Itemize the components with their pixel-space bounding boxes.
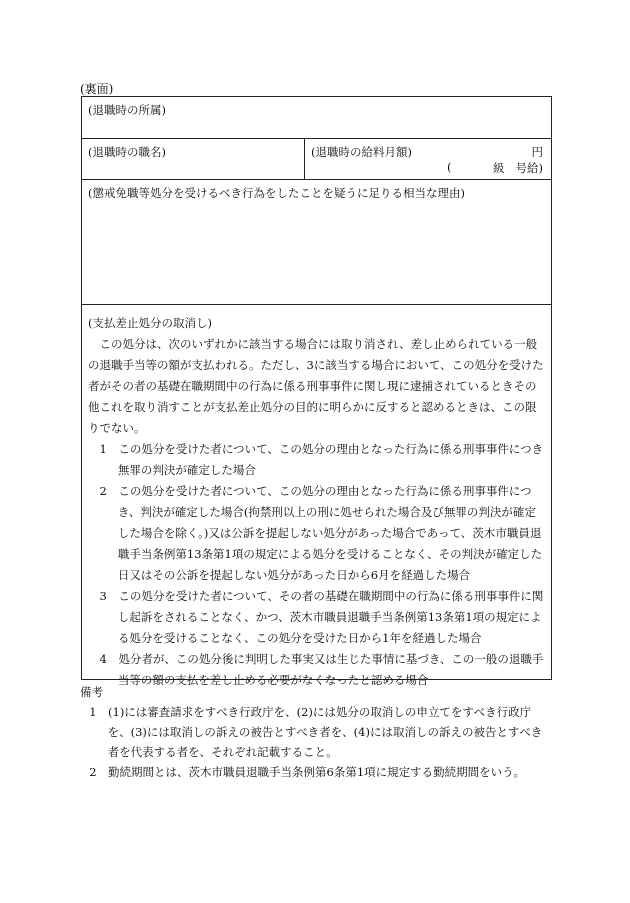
disciplinary-reason-label: (懲戒免職等処分を受けるべき行為をしたことを疑うに足りる相当な理由) <box>88 186 465 200</box>
retirement-department-label: (退職時の所属) <box>88 103 166 117</box>
retirement-title-label: (退職時の職名) <box>88 145 166 159</box>
cancellation-condition-4: 4 処分者が、この処分後に判明した事実又は生じた事情に基づき、この一般の退職手当等の額の支払を差し止める必要がなくなったと認める場合 <box>99 652 544 687</box>
page-side-label: (裏面) <box>80 82 114 96</box>
remark-item-1: 1 (1)には審査請求をすべき行政庁を、(2)には処分の取消しの申立てをすべき行政庁を、(3)には取消しの訴えの被告とすべき者を、(4)には取消しの訴えの被告とすべき者を代表する者を、それぞれ記載すること。 <box>89 705 543 759</box>
remarks-title: 備考 <box>80 685 103 699</box>
cancellation-condition-1: 1 この処分を受けた者について、この処分の理由となった行為に係る刑事事件につき無罪の判決が確定した場合 <box>99 442 544 477</box>
yen-unit: 円 <box>531 145 543 159</box>
cancellation-title: (支払差止処分の取消し) <box>88 316 212 330</box>
cancellation-condition-3: 3 この処分を受けた者について、その者の基礎在職期間中の行為に係る刑事事件に関し起訴をされることなく、かつ、茨木市職員退職手当条例第13条第1項の規定による処分を受けることなく、この処分を受けた日から1年を経過した場合 <box>99 589 544 645</box>
retirement-salary-field[interactable] <box>305 139 551 179</box>
remark-item-2: 2 勤続期間とは、茨木市職員退職手当条例第6条第1項に規定する勤続期間をいう。 <box>89 765 526 779</box>
retirement-salary-label: (退職時の給料月額) <box>311 145 412 159</box>
cancellation-condition-2: 2 この処分を受けた者について、この処分の理由となった行為に係る刑事事件につき、判決が確定した場合(拘禁刑以上の刑に処せられた場合及び無罪の判決が確定した場合を除く。)又は公訴を提起しない処分があった場合であって、茨木市職員退職手当条例第13条第1項の規定による処分を受けることなく、その判決が確定した日又はその公訴を提起しない処分があった日から6月を経過した場合 <box>99 484 543 582</box>
cancellation-intro: この処分は、次のいずれかに該当する場合には取り消され、差し止められている一般の退職手当等の額が支払われる。ただし、3に該当する場合において、この処分を受けた者がその者の基礎在職期間中の行為に係る刑事事件に関し現に逮捕されているときその他これを取り消すことが支払差止処分の目的に明らかに反すると認めるときは、この限りでない。 <box>88 337 544 435</box>
retirement-department-field[interactable] <box>82 97 551 139</box>
grade-kyu-unit: 級 <box>493 161 505 175</box>
grade-gokyu-unit: 号給) <box>515 161 543 175</box>
remarks-section <box>80 682 550 782</box>
retirement-title-field[interactable] <box>82 139 305 179</box>
payment-withholding-cancellation-section <box>82 305 551 687</box>
grade-open-paren: ( <box>447 160 452 174</box>
withholding-notice-form <box>81 96 552 687</box>
title-salary-row <box>82 139 551 180</box>
disciplinary-reason-field[interactable] <box>82 180 551 305</box>
